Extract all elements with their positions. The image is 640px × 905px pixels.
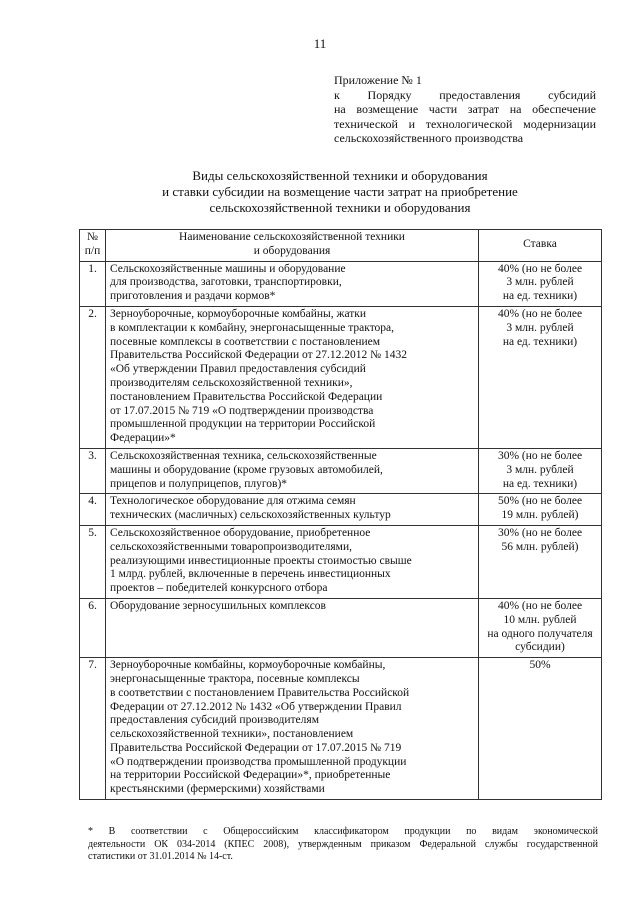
- row-rate: 40% (но не более 10 млн. рублей на одного получателя субсидии): [479, 598, 602, 657]
- row-rate: 50% (но не более 19 млн. рублей): [479, 494, 602, 526]
- header-rate: Ставка: [479, 230, 602, 262]
- row-name: Сельскохозяйственное оборудование, приобретенное сельскохозяйственными товаропроизводителями, реализующими инвестиционные проекты стоимостью свыше 1 млрд. рублей, включенные в перечень инвестиционных проектов – победителей конкурсного отбора: [106, 525, 479, 598]
- appendix-line: к Порядку предоставления субсидий: [334, 87, 596, 102]
- footnote-line: статистики от 31.01.2014 № 14-ст.: [88, 851, 233, 862]
- row-name: Зерноуборочные, кормоуборочные комбайны, жатки в комплектации к комбайну, энергонасыщенные трактора, посевные комплексы в соответствии с постановлением Правительства Российской Федерации от 27.12.2012 № 1432 «Об утверждении Правил предоставления субсидий производителям сельскохозяйственной техники», постановлением Правительства Российской Федерации от 17.07.2015 № 719 «О подтверждении производства промышленной продукции на территории Российской Федерации»*: [106, 306, 479, 448]
- page-number: 11: [313, 36, 327, 51]
- footnote-line: * В соответствии с Общероссийским классификатором продукции по видам экономической: [88, 826, 598, 837]
- table-row: [80, 448, 602, 493]
- appendix-block: [334, 73, 596, 146]
- row-number: 6.: [80, 598, 106, 657]
- row-number: 3.: [80, 448, 106, 493]
- row-name: Зерноуборочные комбайны, кормоуборочные комбайны, энергонасыщенные трактора, посевные комплексы в соответствии с постановлением Правительства Российской Федерации от 27.12.2012 № 1432 «Об утверждении Правил предоставления субсидий производителям сельскохозяйственной техники», постановлением Правительства Российской Федерации от 17.07.2015 № 719 «О подтверждении производства промышленной продукции на территории Российской Федерации»*, приобретенные крестьянскими (фермерскими) хозяйствами: [106, 658, 479, 800]
- footnote-line: деятельности ОК 034-2014 (КПЕС 2008), утвержденным приказом Федеральной службы государственной: [88, 838, 598, 850]
- appendix-title: Приложение № 1: [334, 73, 422, 87]
- document-heading: [80, 168, 600, 216]
- row-number: 2.: [80, 306, 106, 448]
- row-number: 7.: [80, 658, 106, 800]
- header-name: Наименование сельскохозяйственной техники и оборудования: [106, 230, 479, 262]
- table-row: [80, 598, 602, 657]
- row-number: 1.: [80, 261, 106, 306]
- table-row: [80, 306, 602, 448]
- row-rate: 40% (но не более 3 млн. рублей на ед. техники): [479, 306, 602, 448]
- table-header-row: [80, 230, 602, 262]
- row-name: Сельскохозяйственные машины и оборудование для производства, заготовки, транспортировки, приготовления и раздачи кормов*: [106, 261, 479, 306]
- footnote: [88, 826, 598, 864]
- table-row: [80, 261, 602, 306]
- heading-line: сельскохозяйственной техники и оборудования: [209, 200, 471, 215]
- header-num: № п/п: [80, 230, 106, 262]
- row-rate: 30% (но не более 56 млн. рублей): [479, 525, 602, 598]
- table-row: [80, 658, 602, 800]
- row-name: Оборудование зерносушильных комплексов: [106, 598, 479, 657]
- row-number: 5.: [80, 525, 106, 598]
- row-rate: 30% (но не более 3 млн. рублей на ед. техники): [479, 448, 602, 493]
- subsidy-rates-table: [79, 229, 602, 800]
- row-number: 4.: [80, 494, 106, 526]
- table-row: [80, 494, 602, 526]
- table-row: [80, 525, 602, 598]
- heading-line: Виды сельскохозяйственной техники и оборудования: [192, 168, 488, 183]
- row-name: Технологическое оборудование для отжима семян технических (масличных) сельскохозяйственных культур: [106, 494, 479, 526]
- row-rate: 40% (но не более 3 млн. рублей на ед. техники): [479, 261, 602, 306]
- row-name: Сельскохозяйственная техника, сельскохозяйственные машины и оборудование (кроме грузовых автомобилей, прицепов и полуприцепов, плугов)*: [106, 448, 479, 493]
- appendix-line: сельскохозяйственного производства: [334, 131, 524, 145]
- row-rate: 50%: [479, 658, 602, 800]
- appendix-line: на возмещение части затрат на обеспечение: [334, 102, 596, 116]
- heading-line: и ставки субсидии на возмещение части затрат на приобретение: [162, 184, 518, 199]
- appendix-line: технической и технологической модернизации: [334, 116, 596, 131]
